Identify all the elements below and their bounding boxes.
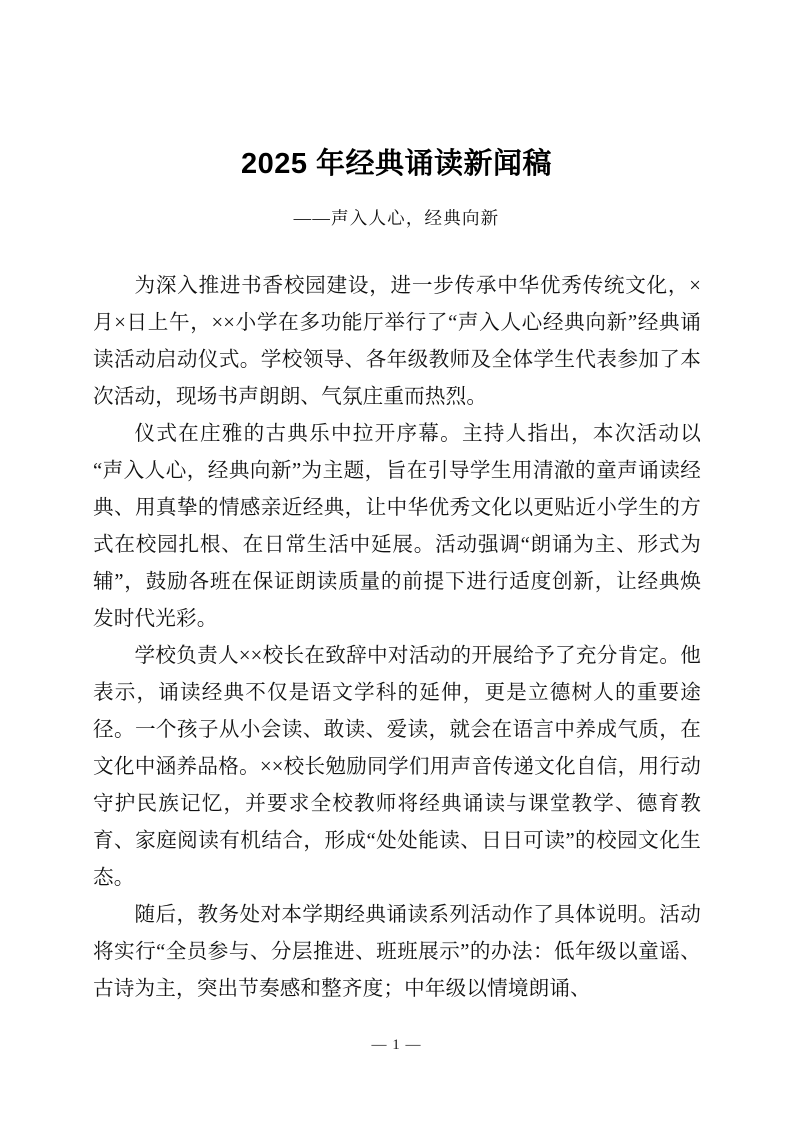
page-footer	[0, 1036, 793, 1054]
document-body	[93, 268, 701, 1008]
body-paragraph-1: 为深入推进书香校园建设，进一步传承中华优秀传统文化，×月×日上午，××小学在多功能厅举行了“声入人心经典向新”经典诵读活动启动仪式。学校领导、各年级教师及全体学生代表参加了本次活动，现场书声朗朗、气氛庄重而热烈。	[93, 275, 701, 408]
page-title: 2025 年经典诵读新闻稿	[240, 148, 553, 180]
body-paragraph-2: 仪式在庄雅的古典乐中拉开序幕。主持人指出，本次活动以“声入人心，经典向新”为主题，旨在引导学生用清澈的童声诵读经典、用真挚的情感亲近经典，让中华优秀文化以更贴近小学生的方式在校园扎根、在日常生活中延展。活动强调“朗诵为主、形式为辅”，鼓励各班在保证朗读质量的前提下进行适度创新，让经典焕发时代光彩。	[93, 423, 701, 630]
title-block	[0, 146, 793, 230]
body-paragraph-4: 随后，教务处对本学期经典诵读系列活动作了具体说明。活动将实行“全员参与、分层推进、班班展示”的办法：低年级以童谣、古诗为主，突出节奏感和整齐度；中年级以情境朗诵、	[93, 904, 701, 1000]
page-number: — 1 —	[371, 1037, 422, 1053]
body-paragraph-3: 学校负责人××校长在致辞中对活动的开展给予了充分肯定。他表示，诵读经典不仅是语文学科的延伸，更是立德树人的重要途径。一个孩子从小会读、敢读、爱读，就会在语言中养成气质，在文化中涵养品格。××校长勉励同学们用声音传递文化自信，用行动守护民族记忆，并要求全校教师将经典诵读与课堂教学、德育教育、家庭阅读有机结合，形成“处处能读、日日可读”的校园文化生态。	[93, 645, 701, 889]
page-subtitle: ——声入人心，经典向新	[293, 208, 500, 229]
